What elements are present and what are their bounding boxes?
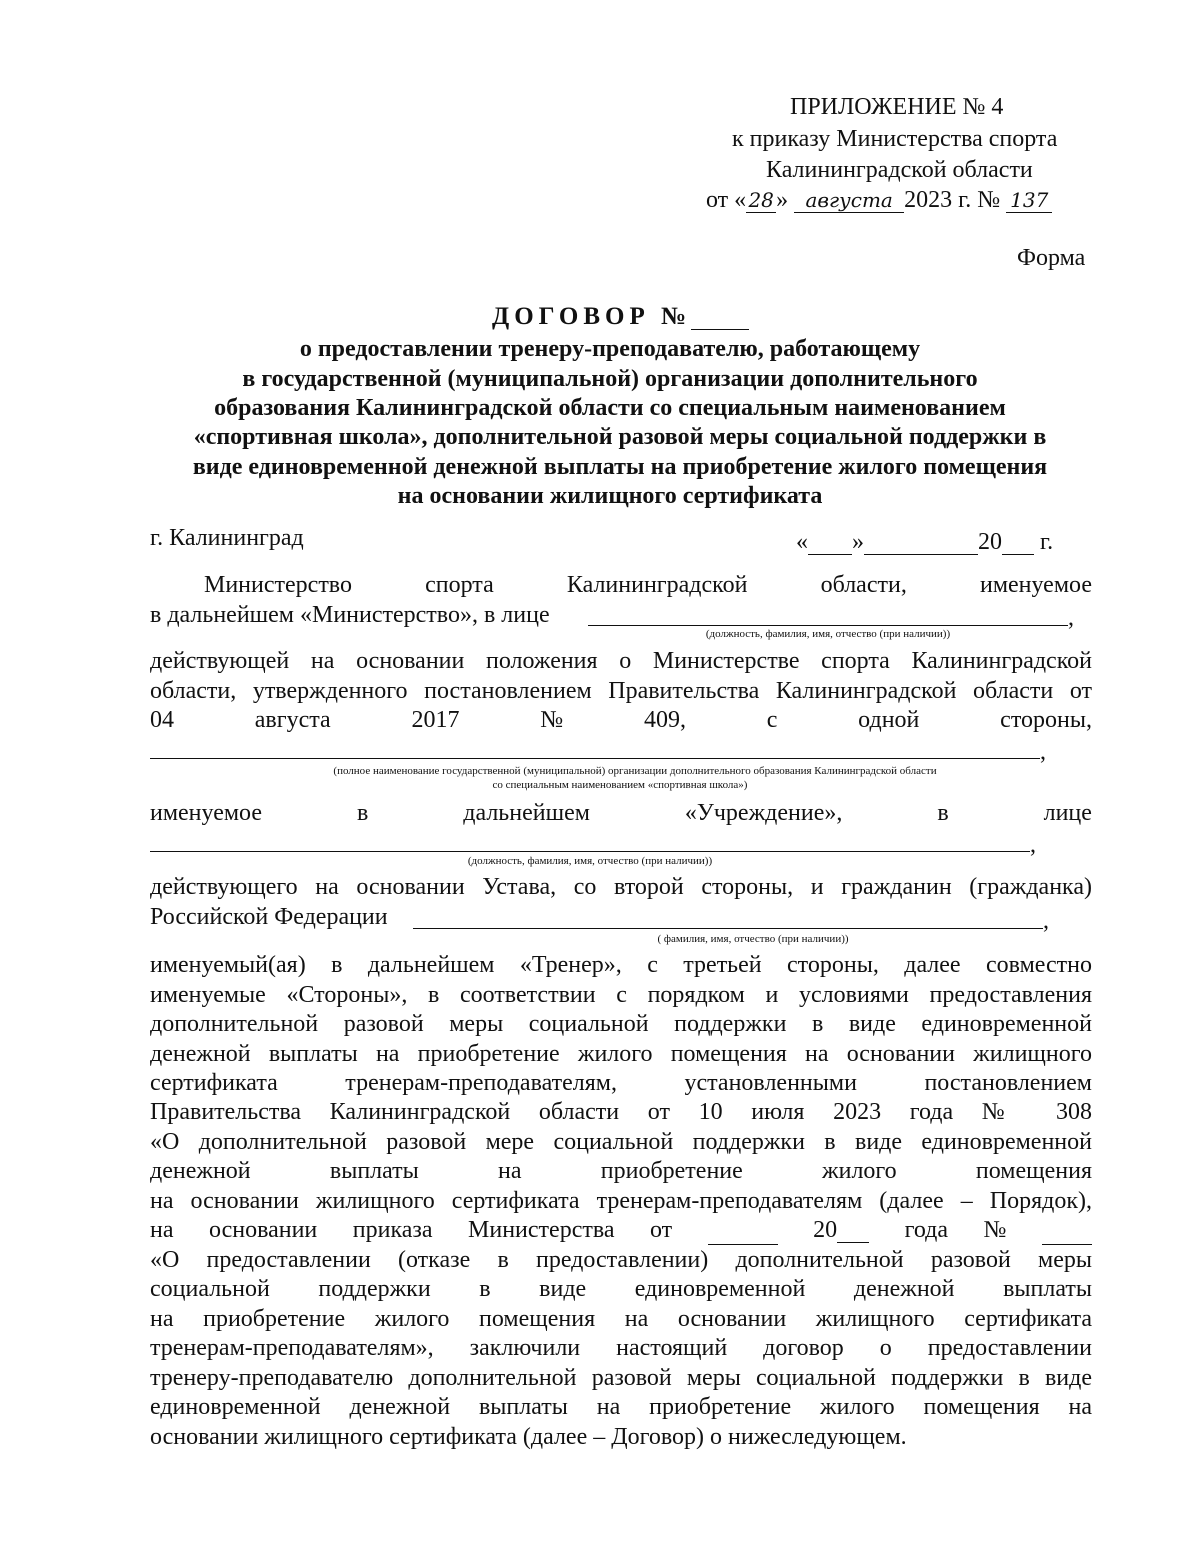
word: Министерство [204,572,352,598]
paragraph-line: на приобретение жилого помещения на основании жилищного сертификата [150,1306,1092,1332]
comma: , [1030,832,1036,858]
paragraph-line: «О предоставлении (отказе в предоставлении) дополнительной разовой меры [150,1247,1092,1273]
form-label: Форма [1017,245,1086,271]
paragraph-line: Правительства Калининградской области от 10 июля 2023 года № 308 [150,1099,1092,1125]
caption-ministry-official: (должность, фамилия, имя, отчество (при наличии)) [705,628,951,640]
word: именуемое [150,800,262,826]
date-year-prefix: 20 [978,529,1002,555]
word: 20 [813,1217,838,1243]
paragraph-line: именуемый(ая) в дальнейшем «Тренер», с третьей стороны, далее совместно [150,952,1092,978]
order-day-handwritten: 28 [746,188,776,213]
paragraph-line: Российской Федерации [150,904,388,930]
paragraph-line: области, утвержденного постановлением Правительства Калининградской области от [150,678,1092,704]
paragraph-line [150,570,1092,600]
comma: , [1040,739,1046,765]
order-date-blank [708,1215,778,1245]
date-year-blank [1002,530,1034,555]
paragraph-line: сертификата тренерам-преподавателям, установленными постановлением [150,1070,1092,1096]
comma: , [1068,605,1074,631]
paragraph-line: на основании жилищного сертификата тренерам-преподавателям (далее – Порядок), [150,1188,1092,1214]
paragraph-line: тренерам-преподавателям», заключили настоящий договор о предоставлении [150,1335,1092,1361]
order-date-from: от « [706,187,747,213]
caption-institution-official: (должность, фамилия, имя, отчество (при наличии)) [467,855,713,867]
caption-institution-1: (полное наименование государственной (муниципальной) организации дополнительного образования Калининградской области [333,765,937,777]
caption-trainer-fio: ( фамилия, имя, отчество (при наличии)) [657,933,849,945]
paragraph-line: тренеру-преподавателю дополнительной разовой меры социальной поддержки в виде [150,1365,1092,1391]
date-year-suffix: г. [1040,529,1054,555]
order-reference: к приказу Министерства спорта [732,126,1058,152]
contract-date-line [796,527,1053,557]
paragraph-text: в дальнейшем «Министерство», в лице [150,602,550,628]
contract-title [492,302,749,332]
paragraph-line: денежной выплаты на приобретение жилого помещения на основании жилищного [150,1041,1092,1067]
word: года [904,1217,949,1243]
order-date-line [706,185,1052,215]
appendix-title: ПРИЛОЖЕНИЕ № 4 [790,94,1004,120]
paragraph-line: дополнительной разовой меры социальной поддержки в виде единовременной [150,1011,1092,1037]
ministry-representative-line [150,600,550,630]
word: № [983,1217,1007,1243]
word: спорта [425,572,494,598]
contract-title-text: ДОГОВОР № [492,303,692,330]
ministry-official-blank [588,625,1068,626]
word: «Учреждение», [684,800,843,826]
region-line: Калининградской области [766,157,1033,183]
word: на [150,1217,174,1243]
word: именуемое [979,572,1092,598]
subtitle-line: в государственной (муниципальной) организации дополнительного [242,366,978,392]
word: 2017 [411,707,460,733]
word: Калининградской [566,572,748,598]
institution-name-blank [150,758,1040,759]
subtitle-line: «спортивная школа», дополнительной разовой меры социальной поддержки в [193,424,1047,450]
paragraph-line: единовременной денежной выплаты на приобретение жилого помещения на [150,1394,1092,1420]
word: Министерства [468,1217,615,1243]
trainer-name-blank [413,928,1043,929]
institution-official-blank [150,851,1030,852]
subtitle-line: на основании жилищного сертификата [397,483,823,509]
word: одной [858,707,920,733]
word: приказа [352,1217,433,1243]
paragraph-line: денежной выплаты на приобретение жилого помещения [150,1158,1092,1184]
comma: , [1043,908,1049,934]
paragraph-line: основании жилищного сертификата (далее – Договор) о нижеследующем. [150,1424,907,1450]
date-day-blank [808,530,852,555]
order-date-quote-close: » [776,187,789,213]
subtitle-line: о предоставлении тренеру-преподавателю, работающему [299,336,921,362]
word: лице [1043,800,1092,826]
date-month-blank [864,530,978,555]
word: 409, [643,707,686,733]
order-year-blank [837,1218,869,1243]
date-open-quote: « [796,529,808,555]
word: от [650,1217,673,1243]
paragraph-line: именуемые «Стороны», в соответствии с порядком и условиями предоставления [150,982,1092,1008]
word: стороны, [1000,707,1092,733]
word: № [540,707,564,733]
order-reference-line [150,1215,1092,1245]
word: августа [254,707,331,733]
word: области, [820,572,907,598]
subtitle-line: виде единовременной денежной выплаты на приобретение жилого помещения [192,454,1048,480]
paragraph-line: социальной поддержки в виде единовременной денежной выплаты [150,1276,1092,1302]
date-close-quote: » [852,529,864,555]
order-year: 2023 г. № [904,187,1001,213]
paragraph-line [150,705,1092,735]
word: дальнейшем [463,800,590,826]
word: 04 [150,707,174,733]
paragraph-line: действующего на основании Устава, со второй стороны, и гражданин (гражданка) [150,874,1092,900]
contract-number-blank [691,305,749,330]
word: основании [208,1217,318,1243]
city-label: г. Калининград [150,525,304,551]
word: в [937,800,949,826]
subtitle-line: образования Калининградской области со специальным наименованием [214,395,1006,421]
word: с [766,707,778,733]
word: в [356,800,369,826]
paragraph-line: действующей на основании положения о Министерстве спорта Калининградской [150,648,1092,674]
order-number-blank [1042,1215,1092,1245]
paragraph-line: «О дополнительной разовой мере социальной поддержки в виде единовременной [150,1129,1092,1155]
order-month-handwritten: августа [794,188,904,213]
caption-institution-2: со специальным наименованием «спортивная школа») [492,779,748,791]
paragraph-line [150,798,1092,828]
order-number-handwritten: 137 [1006,188,1052,213]
order-year-field [813,1215,869,1245]
